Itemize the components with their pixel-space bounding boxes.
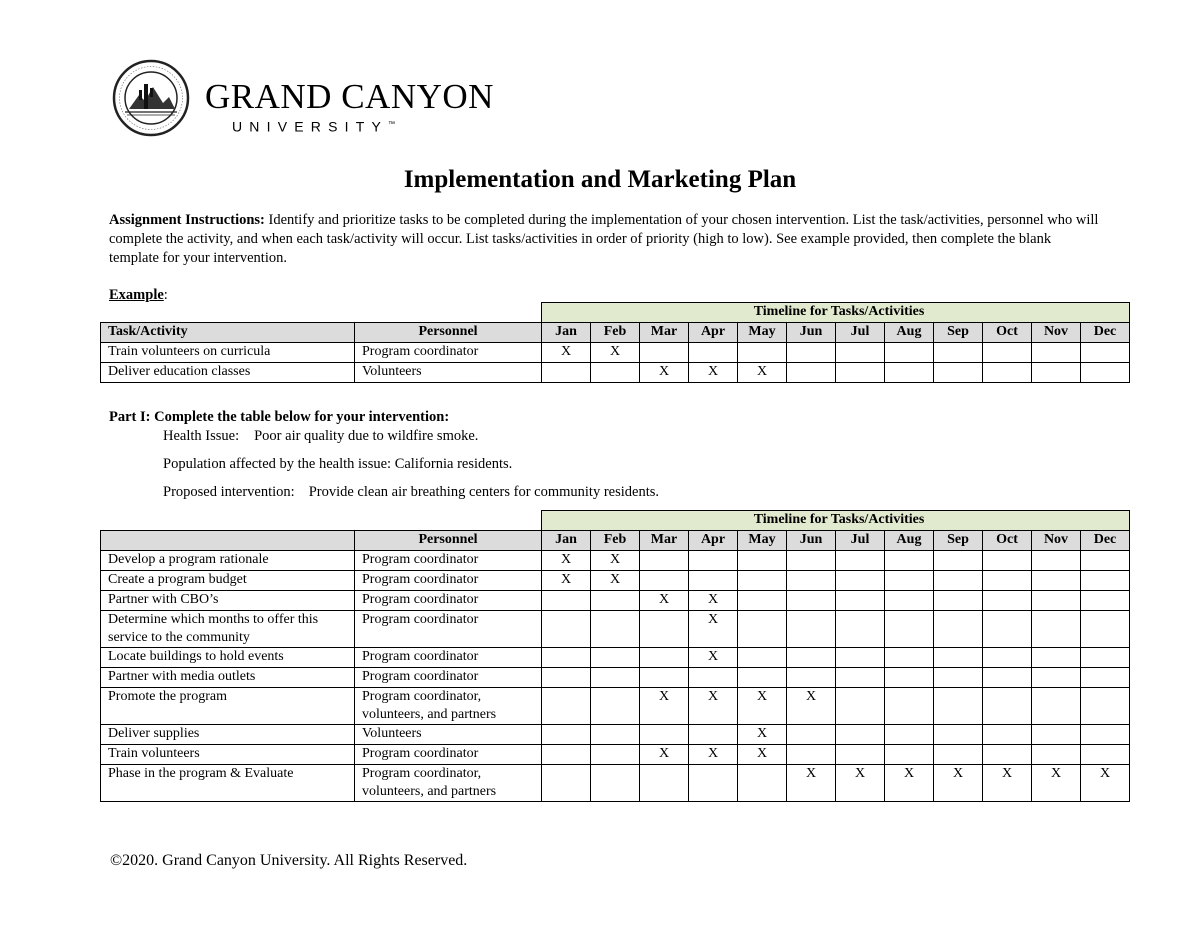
month-header-jan: Jan: [542, 531, 591, 551]
month-cell-dec: [1081, 363, 1130, 383]
month-header-dec: Dec: [1081, 531, 1130, 551]
month-cell-jul: [836, 571, 885, 591]
month-cell-nov: X: [1032, 765, 1081, 802]
month-cell-aug: [885, 745, 934, 765]
month-cell-mar: [640, 725, 689, 745]
month-cell-jan: [542, 611, 591, 648]
table-row: [101, 571, 1130, 591]
month-cell-dec: [1081, 668, 1130, 688]
month-cell-jan: [542, 668, 591, 688]
month-cell-may: [738, 343, 787, 363]
month-cell-jun: [787, 591, 836, 611]
col-task-header: [101, 531, 355, 551]
month-cell-nov: [1032, 745, 1081, 765]
month-cell-mar: [640, 668, 689, 688]
personnel-cell: Program coordinator: [355, 343, 542, 363]
instructions-label: Assignment Instructions:: [109, 212, 265, 228]
month-cell-jan: X: [542, 571, 591, 591]
month-header-nov: Nov: [1032, 531, 1081, 551]
month-cell-jun: [787, 725, 836, 745]
page-title: Implementation and Marketing Plan: [403, 166, 797, 193]
personnel-cell: Program coordinator: [355, 745, 542, 765]
month-cell-nov: [1032, 571, 1081, 591]
month-cell-jul: [836, 363, 885, 383]
example-heading: Example:: [109, 287, 168, 303]
month-cell-may: [738, 551, 787, 571]
month-cell-may: X: [738, 688, 787, 725]
population-line: Population affected by the health issue: California residents.: [163, 456, 513, 472]
month-cell-sep: [934, 745, 983, 765]
month-cell-sep: [934, 591, 983, 611]
month-header-dec: Dec: [1081, 323, 1130, 343]
month-cell-feb: [591, 611, 640, 648]
month-cell-feb: X: [591, 551, 640, 571]
month-cell-dec: X: [1081, 765, 1130, 802]
month-header-nov: Nov: [1032, 323, 1081, 343]
month-cell-sep: [934, 688, 983, 725]
month-cell-jun: X: [787, 765, 836, 802]
month-header-mar: Mar: [640, 323, 689, 343]
col-task-header: Task/Activity: [101, 323, 355, 343]
month-cell-oct: [983, 571, 1032, 591]
month-header-apr: Apr: [689, 531, 738, 551]
month-cell-oct: [983, 343, 1032, 363]
copyright-footer: ©2020. Grand Canyon University. All Rights Reserved.: [110, 852, 468, 869]
month-cell-feb: [591, 688, 640, 725]
table-row: [101, 668, 1130, 688]
month-cell-nov: [1032, 551, 1081, 571]
task-cell: Partner with CBO’s: [101, 591, 355, 611]
month-cell-oct: [983, 591, 1032, 611]
month-header-sep: Sep: [934, 323, 983, 343]
month-cell-dec: [1081, 611, 1130, 648]
month-cell-oct: [983, 648, 1032, 668]
task-cell: Promote the program: [101, 688, 355, 725]
month-cell-may: [738, 765, 787, 802]
month-cell-aug: [885, 725, 934, 745]
table-row: [101, 591, 1130, 611]
month-cell-apr: X: [689, 688, 738, 725]
month-cell-may: [738, 648, 787, 668]
part1-heading: Part I: Complete the table below for your intervention:: [109, 409, 450, 425]
intervention-line: Proposed intervention: Provide clean air breathing centers for community residents.: [163, 484, 660, 500]
month-cell-apr: [689, 571, 738, 591]
month-cell-jul: [836, 611, 885, 648]
month-cell-feb: X: [591, 343, 640, 363]
task-cell: Train volunteers on curricula: [101, 343, 355, 363]
month-cell-jan: [542, 688, 591, 725]
month-cell-aug: X: [885, 765, 934, 802]
month-cell-mar: [640, 343, 689, 363]
month-cell-sep: [934, 571, 983, 591]
instructions-text: Identify and prioritize tasks to be completed during the implementation of your chosen intervention. List the task/activities, personnel who will complete the activity, and when each task/activity will occur. List tasks/activities in order of priority (high to low). See example provided, then complete the blank template for your intervention.: [109, 212, 1099, 266]
month-cell-oct: [983, 551, 1032, 571]
logo-wordmark: [205, 79, 494, 137]
table-row: [101, 745, 1130, 765]
month-header-aug: Aug: [885, 323, 934, 343]
month-cell-jan: [542, 745, 591, 765]
personnel-cell: Program coordinator, volunteers, and partners: [355, 765, 542, 802]
month-cell-nov: [1032, 611, 1081, 648]
month-cell-mar: X: [640, 688, 689, 725]
month-cell-nov: [1032, 343, 1081, 363]
month-cell-feb: [591, 591, 640, 611]
month-cell-may: X: [738, 725, 787, 745]
month-cell-feb: [591, 363, 640, 383]
table-row: [101, 648, 1130, 668]
month-cell-dec: [1081, 725, 1130, 745]
month-cell-dec: [1081, 551, 1130, 571]
example-table: [100, 302, 1130, 383]
month-header-jul: Jul: [836, 323, 885, 343]
task-cell: Locate buildings to hold events: [101, 648, 355, 668]
month-cell-oct: [983, 688, 1032, 725]
task-cell: Train volunteers: [101, 745, 355, 765]
month-header-may: May: [738, 531, 787, 551]
plan-table: [100, 510, 1130, 802]
month-cell-may: [738, 668, 787, 688]
month-header-apr: Apr: [689, 323, 738, 343]
month-cell-feb: [591, 648, 640, 668]
table-row: [101, 343, 1130, 363]
task-cell: Partner with media outlets: [101, 668, 355, 688]
month-header-sep: Sep: [934, 531, 983, 551]
month-cell-sep: [934, 551, 983, 571]
month-cell-oct: [983, 611, 1032, 648]
health-issue-line: Health Issue: Poor air quality due to wildfire smoke.: [163, 428, 479, 444]
month-cell-mar: [640, 551, 689, 571]
month-cell-aug: [885, 668, 934, 688]
month-cell-aug: [885, 648, 934, 668]
month-cell-nov: [1032, 668, 1081, 688]
month-cell-apr: [689, 765, 738, 802]
month-cell-dec: [1081, 343, 1130, 363]
table-row: [101, 551, 1130, 571]
month-header-feb: Feb: [591, 323, 640, 343]
month-cell-nov: [1032, 363, 1081, 383]
month-cell-sep: [934, 343, 983, 363]
month-cell-may: X: [738, 745, 787, 765]
month-cell-feb: [591, 765, 640, 802]
month-cell-sep: [934, 648, 983, 668]
month-cell-aug: [885, 688, 934, 725]
personnel-cell: Program coordinator, volunteers, and partners: [355, 688, 542, 725]
table-row: [101, 765, 1130, 802]
personnel-cell: Volunteers: [355, 725, 542, 745]
month-cell-jan: [542, 648, 591, 668]
col-personnel-header: Personnel: [355, 323, 542, 343]
month-header-mar: Mar: [640, 531, 689, 551]
gcu-logo: [111, 57, 494, 139]
month-header-may: May: [738, 323, 787, 343]
month-cell-may: [738, 571, 787, 591]
month-cell-aug: [885, 611, 934, 648]
month-cell-jul: X: [836, 765, 885, 802]
month-cell-aug: [885, 591, 934, 611]
month-cell-apr: X: [689, 611, 738, 648]
month-cell-dec: [1081, 571, 1130, 591]
month-cell-nov: [1032, 688, 1081, 725]
example-label: Example: [109, 287, 164, 303]
personnel-cell: Program coordinator: [355, 571, 542, 591]
month-cell-apr: X: [689, 363, 738, 383]
task-cell: Deliver supplies: [101, 725, 355, 745]
month-cell-aug: [885, 363, 934, 383]
personnel-cell: Program coordinator: [355, 648, 542, 668]
month-cell-mar: X: [640, 363, 689, 383]
task-cell: Develop a program rationale: [101, 551, 355, 571]
month-cell-feb: X: [591, 571, 640, 591]
table-row: [101, 611, 1130, 648]
month-cell-oct: [983, 745, 1032, 765]
month-cell-aug: [885, 571, 934, 591]
logo-line-2: UNIVERSITY: [232, 118, 389, 135]
month-cell-jul: [836, 591, 885, 611]
month-cell-jul: [836, 648, 885, 668]
month-cell-apr: [689, 343, 738, 363]
month-cell-mar: [640, 571, 689, 591]
month-cell-may: [738, 591, 787, 611]
month-cell-feb: [591, 725, 640, 745]
month-cell-jun: [787, 571, 836, 591]
month-cell-oct: [983, 668, 1032, 688]
month-header-jan: Jan: [542, 323, 591, 343]
month-cell-jan: X: [542, 551, 591, 571]
month-cell-mar: [640, 765, 689, 802]
month-header-oct: Oct: [983, 531, 1032, 551]
month-cell-nov: [1032, 648, 1081, 668]
month-cell-feb: [591, 745, 640, 765]
month-cell-nov: [1032, 591, 1081, 611]
month-header-aug: Aug: [885, 531, 934, 551]
month-cell-jun: X: [787, 688, 836, 725]
timeline-header: Timeline for Tasks/Activities: [542, 511, 1130, 531]
month-cell-may: X: [738, 363, 787, 383]
month-cell-jan: [542, 765, 591, 802]
personnel-cell: Volunteers: [355, 363, 542, 383]
month-cell-sep: [934, 725, 983, 745]
month-cell-jun: [787, 745, 836, 765]
month-cell-may: [738, 611, 787, 648]
task-cell: Deliver education classes: [101, 363, 355, 383]
month-cell-apr: [689, 551, 738, 571]
month-cell-feb: [591, 668, 640, 688]
month-cell-jul: [836, 725, 885, 745]
logo-tm: ™: [388, 121, 396, 128]
month-cell-apr: X: [689, 745, 738, 765]
month-header-jul: Jul: [836, 531, 885, 551]
month-cell-apr: X: [689, 591, 738, 611]
month-cell-sep: [934, 611, 983, 648]
month-cell-dec: [1081, 591, 1130, 611]
month-cell-apr: X: [689, 648, 738, 668]
month-cell-jan: X: [542, 343, 591, 363]
month-cell-mar: [640, 611, 689, 648]
month-cell-oct: [983, 363, 1032, 383]
month-header-jun: Jun: [787, 323, 836, 343]
month-cell-mar: X: [640, 591, 689, 611]
personnel-cell: Program coordinator: [355, 668, 542, 688]
month-cell-jan: [542, 725, 591, 745]
month-cell-apr: [689, 668, 738, 688]
month-cell-jun: [787, 648, 836, 668]
timeline-header-row: [101, 511, 1130, 531]
month-cell-dec: [1081, 688, 1130, 725]
month-header-jun: Jun: [787, 531, 836, 551]
month-cell-dec: [1081, 648, 1130, 668]
month-cell-jan: [542, 591, 591, 611]
month-cell-jul: [836, 688, 885, 725]
task-cell: Phase in the program & Evaluate: [101, 765, 355, 802]
col-personnel-header: Personnel: [355, 531, 542, 551]
month-cell-jun: [787, 611, 836, 648]
month-cell-mar: [640, 648, 689, 668]
month-cell-jul: [836, 745, 885, 765]
month-header-oct: Oct: [983, 323, 1032, 343]
month-cell-aug: [885, 551, 934, 571]
month-cell-apr: [689, 725, 738, 745]
month-cell-dec: [1081, 745, 1130, 765]
month-cell-jan: [542, 363, 591, 383]
month-cell-jul: [836, 343, 885, 363]
month-cell-sep: [934, 363, 983, 383]
gcu-seal-icon: [111, 57, 191, 139]
task-cell: Determine which months to offer this service to the community: [101, 611, 355, 648]
month-header-feb: Feb: [591, 531, 640, 551]
assignment-instructions: [109, 211, 1099, 268]
logo-line-1: GRAND CANYON: [205, 77, 494, 116]
table-row: [101, 725, 1130, 745]
month-cell-jun: [787, 668, 836, 688]
month-cell-jun: [787, 551, 836, 571]
column-header-row: [101, 323, 1130, 343]
month-cell-sep: [934, 668, 983, 688]
timeline-header-row: [101, 303, 1130, 323]
column-header-row: [101, 531, 1130, 551]
table-row: [101, 363, 1130, 383]
month-cell-aug: [885, 343, 934, 363]
month-cell-sep: X: [934, 765, 983, 802]
personnel-cell: Program coordinator: [355, 591, 542, 611]
timeline-header: Timeline for Tasks/Activities: [542, 303, 1130, 323]
month-cell-jul: [836, 551, 885, 571]
month-cell-oct: [983, 725, 1032, 745]
month-cell-mar: X: [640, 745, 689, 765]
table-row: [101, 688, 1130, 725]
month-cell-jun: [787, 363, 836, 383]
month-cell-oct: X: [983, 765, 1032, 802]
month-cell-jul: [836, 668, 885, 688]
month-cell-nov: [1032, 725, 1081, 745]
personnel-cell: Program coordinator: [355, 611, 542, 648]
task-cell: Create a program budget: [101, 571, 355, 591]
month-cell-jun: [787, 343, 836, 363]
personnel-cell: Program coordinator: [355, 551, 542, 571]
